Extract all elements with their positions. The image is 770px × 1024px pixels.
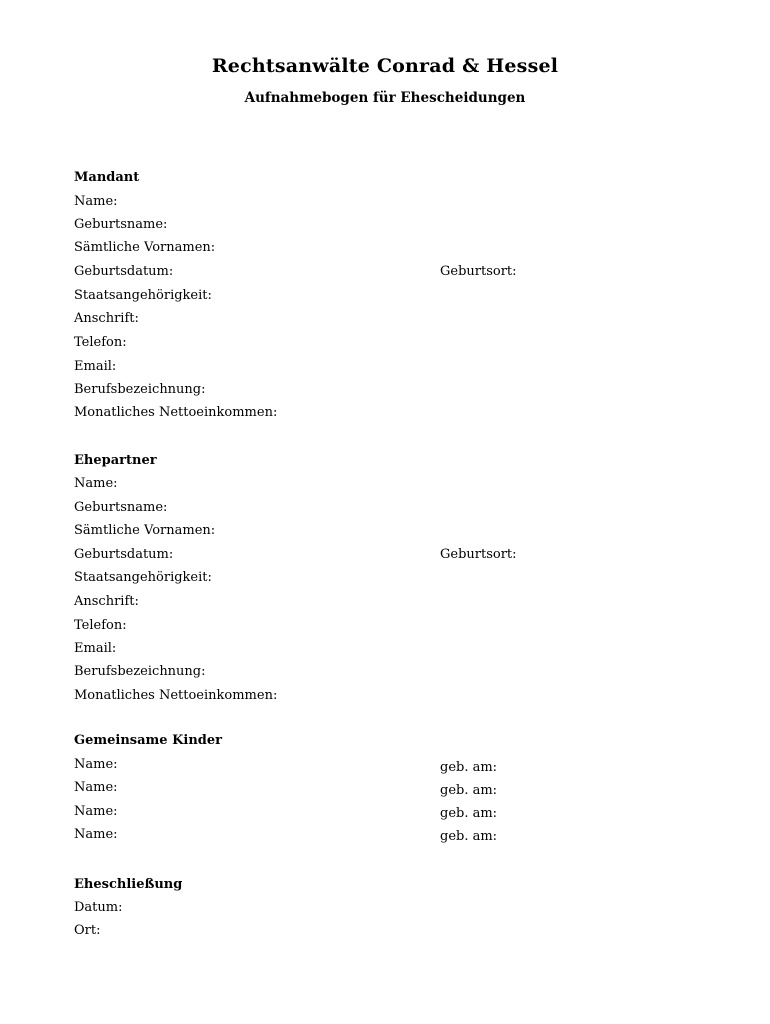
kind-geb-label: geb. am:: [440, 760, 498, 775]
ehepartner-geburtsname-label: Geburtsname:: [74, 500, 168, 515]
mandant-telefon-label: Telefon:: [74, 335, 127, 350]
ehepartner-staatsangehoerigkeit-label: Staatsangehörigkeit:: [74, 570, 212, 585]
mandant-vornamen-label: Sämtliche Vornamen:: [74, 240, 216, 255]
section-heading-ehepartner: Ehepartner: [74, 453, 157, 468]
ehepartner-name-label: Name:: [74, 476, 118, 491]
mandant-geburtsort-label: Geburtsort:: [440, 264, 517, 279]
mandant-staatsangehoerigkeit-label: Staatsangehörigkeit:: [74, 288, 212, 303]
ehepartner-beruf-label: Berufsbezeichnung:: [74, 664, 206, 679]
mandant-einkommen-label: Monatliches Nettoeinkommen:: [74, 405, 278, 420]
kind-name-label: Name:: [74, 757, 118, 772]
ehepartner-vornamen-label: Sämtliche Vornamen:: [74, 523, 216, 538]
kind-geb-label: geb. am:: [440, 783, 498, 798]
mandant-email-label: Email:: [74, 359, 117, 374]
ehepartner-einkommen-label: Monatliches Nettoeinkommen:: [74, 688, 278, 703]
eheschliessung-datum-label: Datum:: [74, 900, 123, 915]
mandant-geburtsdatum-label: Geburtsdatum:: [74, 264, 174, 279]
ehepartner-telefon-label: Telefon:: [74, 618, 127, 633]
firm-title: Rechtsanwälte Conrad & Hessel: [211, 55, 559, 77]
kind-name-label: Name:: [74, 780, 118, 795]
ehepartner-email-label: Email:: [74, 641, 117, 656]
section-heading-kinder: Gemeinsame Kinder: [74, 733, 222, 748]
mandant-name-label: Name:: [74, 194, 118, 209]
ehepartner-anschrift-label: Anschrift:: [74, 594, 139, 609]
ehepartner-geburtsort-label: Geburtsort:: [440, 547, 517, 562]
ehepartner-geburtsdatum-label: Geburtsdatum:: [74, 547, 174, 562]
section-heading-mandant: Mandant: [74, 170, 140, 185]
mandant-geburtsname-label: Geburtsname:: [74, 217, 168, 232]
kind-name-label: Name:: [74, 827, 118, 842]
kind-name-label: Name:: [74, 804, 118, 819]
form-title: Aufnahmebogen für Ehescheidungen: [244, 90, 526, 106]
kind-geb-label: geb. am:: [440, 806, 498, 821]
mandant-beruf-label: Berufsbezeichnung:: [74, 382, 206, 397]
eheschliessung-ort-label: Ort:: [74, 923, 101, 938]
section-heading-eheschliessung: Eheschließung: [74, 877, 183, 892]
kind-geb-label: geb. am:: [440, 829, 498, 844]
mandant-anschrift-label: Anschrift:: [74, 311, 139, 326]
